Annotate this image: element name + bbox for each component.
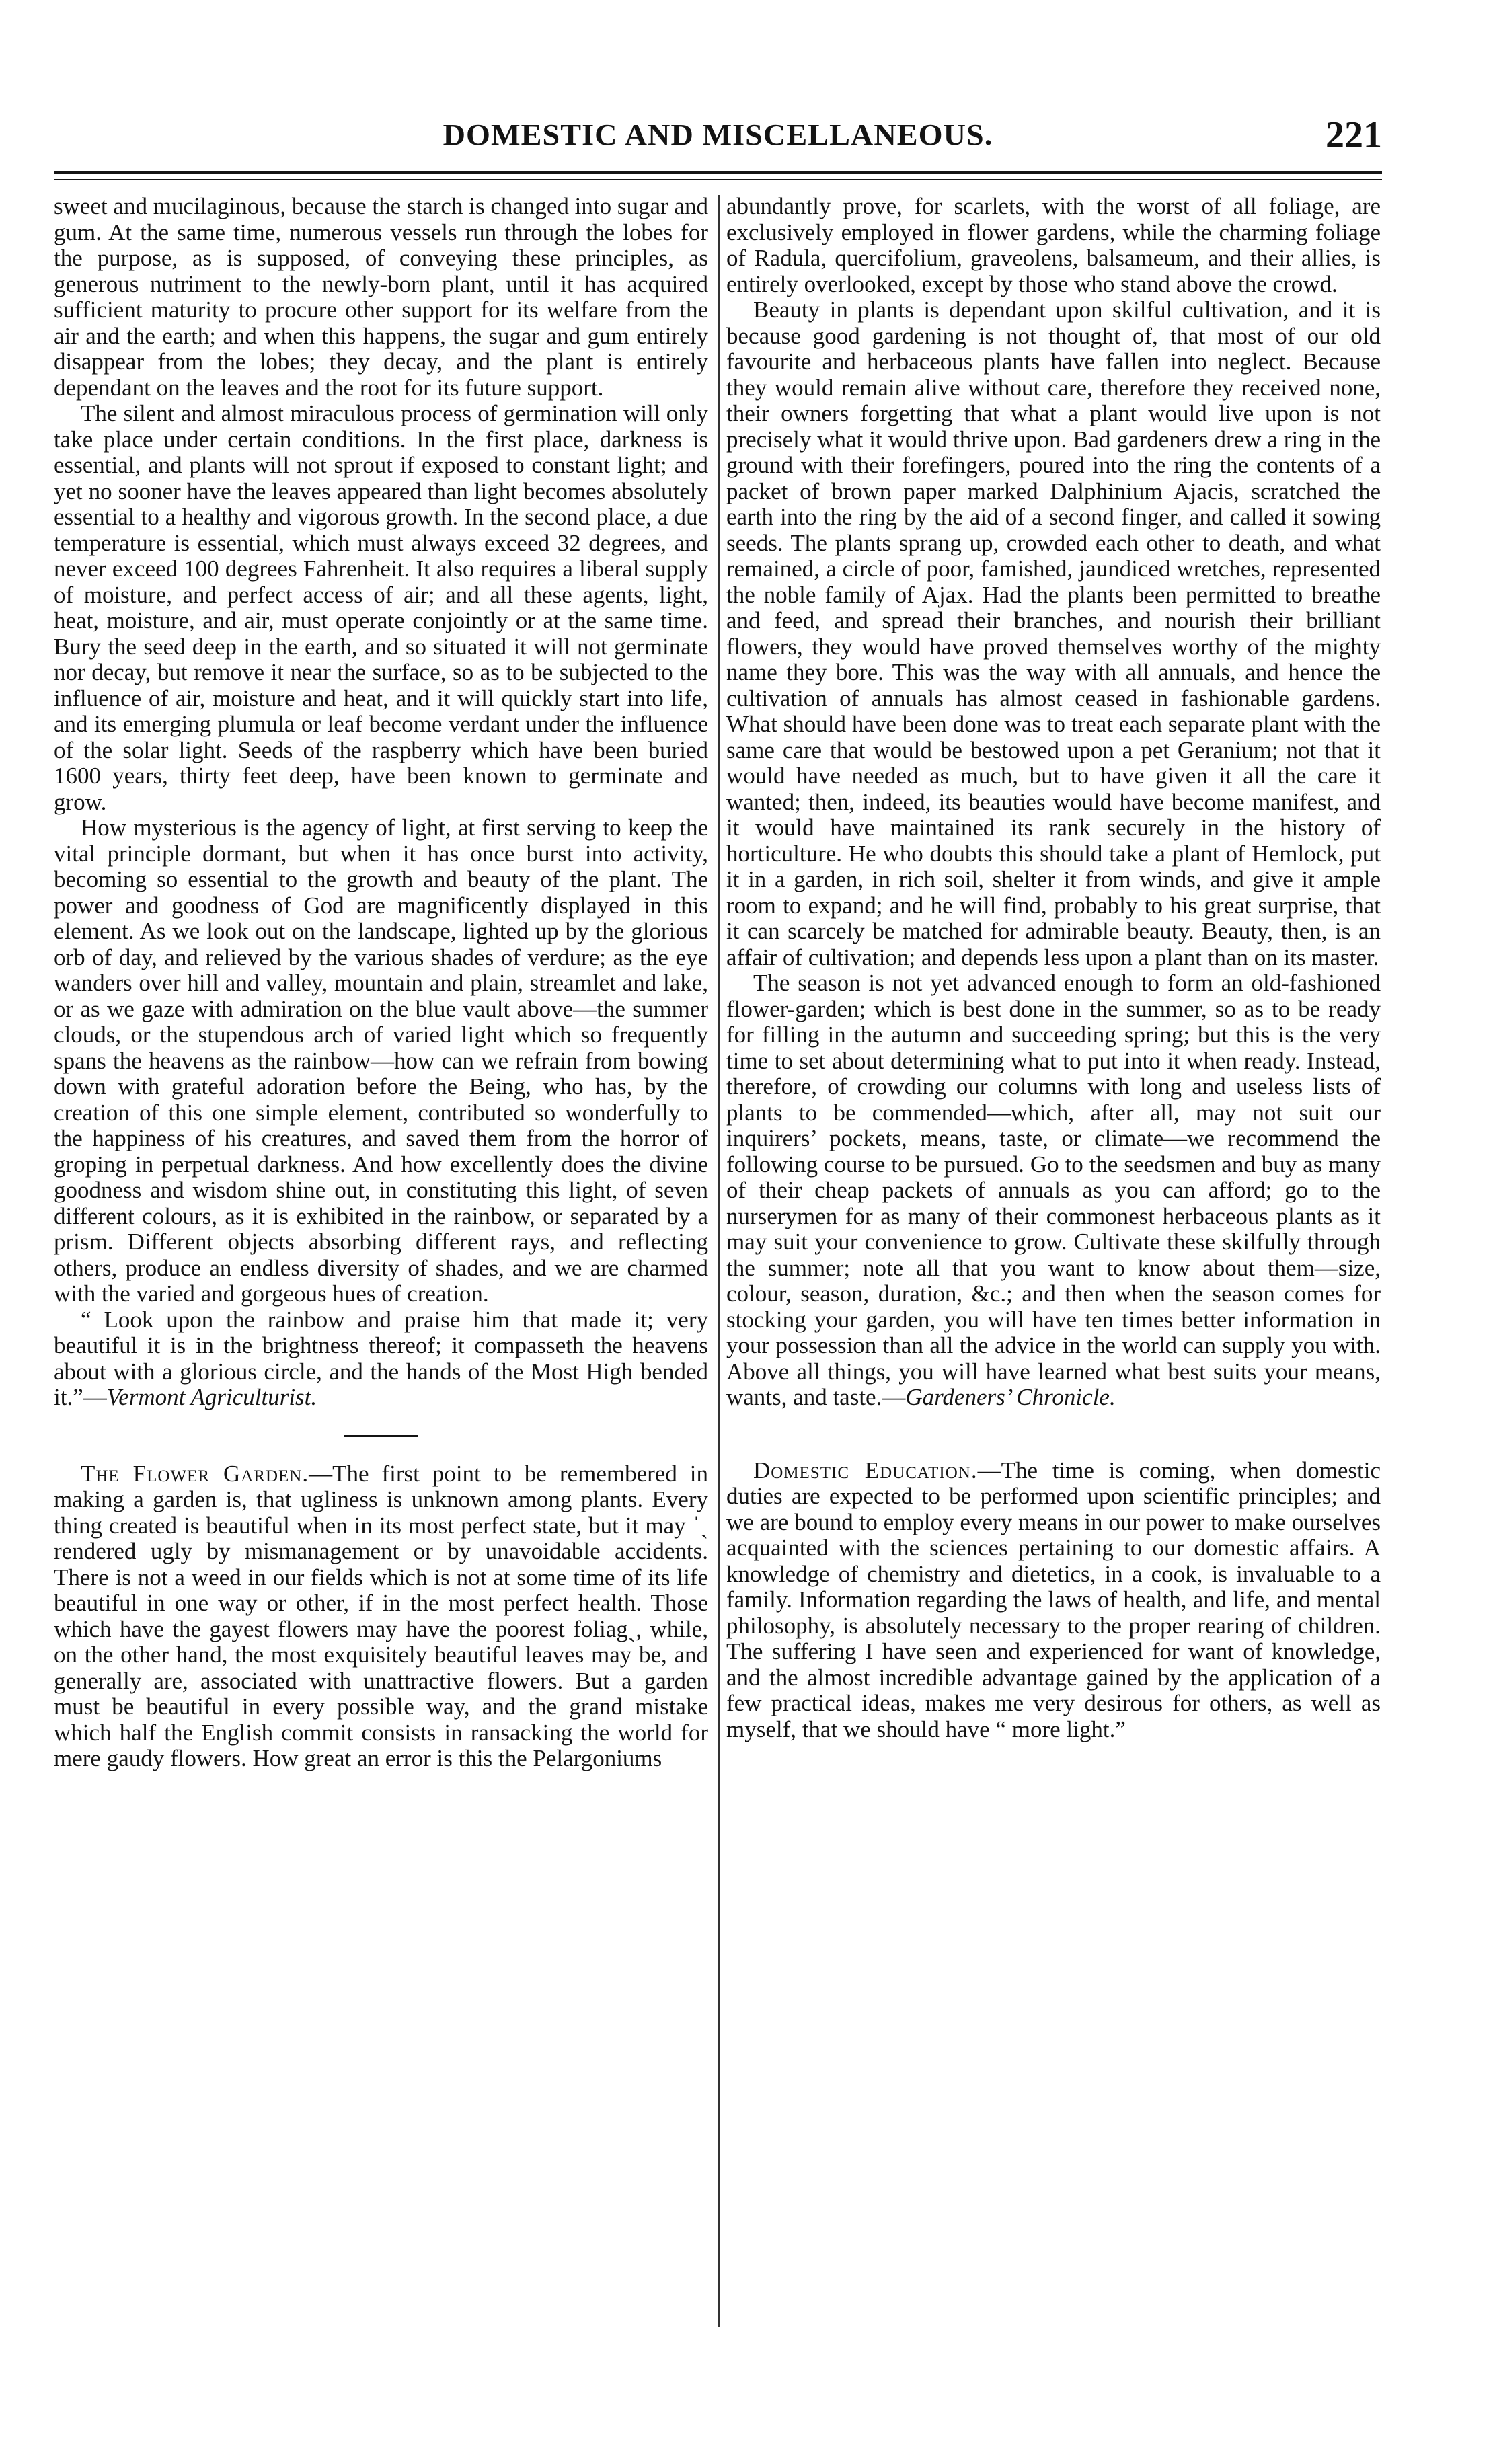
column-divider (718, 195, 720, 2327)
flower-garden-text: —The first point to be remembered in making a garden is, that ugliness is unknown among plants. Every thing created is beautiful when in its most perfect state, but it may ˈˎ rendered ugly by mismanagement or by unavoidable accidents. There is not a weed in our fields which is not at some time of its life beautiful in one way or other, if in the most perfect health. Those which have the gayest flowers may have the poorest foliagˎ, while, on the other hand, the most exquisitely beautiful leaves may be, and generally are, associated with unattractive flowers. But a garden must be beautiful in every possible way, and the grand mistake which half the English commit consists in ransacking the world for mere gaudy flowers. How great an error is this the Pelargoniums (54, 1460, 709, 1771)
paragraph-germination-continued: sweet and mucilaginous, because the starch is changed into sugar and gum. At the same time, numerous vessels run through the lobes for the purpose, as is supposed, of conveying these principles, as generous nutriment to the newly-born plant, until it has acquired sufficient maturity to procure other support for its welfare from the air and the earth; and when this happens, the sugar and gum entirely disappear from the lobes; they decay, and the plant is entirely dependant on the leaves and the root for its future support. (54, 193, 708, 401)
paragraph-beauty-in-plants: Beauty in plants is dependant upon skilful cultivation, and it is because good gardening is not thought of, that most of our old favourite and herbaceous plants have fallen into neglect. Because they would remain alive without care, therefore they received none, their owners forgetting that what a plant would live upon is not precisely what it would thrive upon. Bad gardeners drew a ring in the ground with their forefingers, poured into the ring the contents of a packet of brown paper marked Dalphinium Ajacis, scratched the earth into the ring by the aid of a second finger, and called it sowing seeds. The plants sprang up, crowded each other to death, and what remained, a circle of poor, famished, jaundiced wretches, represented the noble family of Ajax. Had the plants been permitted to breathe and feed, and spread their branches, and nourish their brilliant flowers, they would have proved themselves worthy of the mighty name they bore. This was the way with all annuals, and hence the cultivation of annuals has almost ceased in fashionable gardens. What should have been done was to treat each separate plant with the same care that would be bestowed upon a pet Geranium; not that it would have needed as much, but to have given it all the care it wanted; then, indeed, its beauties would have become manifest, and it would have maintained its rank securely in the history of horticulture. He who doubts this should take a plant of Hemlock, put it in a garden, in rich soil, shelter it from winds, and give it ample room to expand; and he will find, probably to his great surprise, that it can scarcely be matched for admirable beauty. Beauty, then, is an affair of cultivation; and depends less upon a plant than on its master. (726, 297, 1381, 970)
section-divider-left (344, 1435, 418, 1437)
page-number: 221 (1326, 114, 1382, 156)
page-header (54, 114, 1382, 165)
attribution-vermont: Vermont Agriculturist. (106, 1384, 317, 1410)
left-column (54, 194, 708, 1772)
domestic-education-text: —The time is coming, when domestic duties are expected to be performed upon scientific principles; and we are bound to employ every means in our power to make ourselves acquainted with the sciences pertaining to our domestic affairs. A knowledge of chemistry and dietetics, in a cook, is invaluable to a family. Information regarding the laws of health, and life, and mental philosophy, is absolutely necessary to the proper rearing of children. The suffering I have seen and experienced for want of knowledge, and the almost incredible advantage gained by the application of a few practical ideas, makes me very desirous for others, as well as myself, that we should have “ more light.” (726, 1457, 1381, 1742)
right-column (726, 194, 1381, 1742)
section-gap-right (726, 1411, 1381, 1458)
paragraph-agency-of-light: How mysterious is the agency of light, at first serving to keep the vital principle dormant, but when it has once burst into activity, becoming so essential to the growth and beauty of the plant. The power and goodness of God are magnificently displayed in this element. As we look out on the landscape, lighted up by the glorious orb of day, and relieved by the various shades of verdure; as the eye wanders over hill and valley, mountain and plain, streamlet and lake, or as we gaze with admiration on the blue vault above—the summer clouds, or the stupendous arch of varied light which so frequently spans the heavens as the rainbow—how can we refrain from bowing down with grateful adoration before the Being, who has, by the creation of this one simple element, contributed so wonderfully to the happiness of his creatures, and saved them from the horror of groping in perpetual darkness. And how excellently does the divine goodness and wisdom shine out, in constituting this light, of seven different colours, as it is exhibited in the rainbow, or separated by a prism. Different objects absorbing different rays, and reflecting others, produce an endless diversity of shades, and we are charmed with the varied and gorgeous hues of creation. (54, 814, 708, 1307)
paragraph-germination-conditions: The silent and almost miraculous process of germination will only take place under certain conditions. In the first place, darkness is essential, and plants will not sprout if exposed to constant light; and yet no sooner have the leaves appeared than light becomes absolutely essential to a healthy and vigorous growth. In the second place, a due temperature is essential, which must always exceed 32 degrees, and never exceed 100 degrees Fahrenheit. It also requires a liberal supply of moisture, and perfect access of air; and all these agents, light, heat, moisture, and air, must operate conjointly or at the same time. Bury the seed deep in the earth, and so situated it will not germinate nor decay, but remove it near the surface, so as to be subjected to the influence of air, moisture and heat, and it will quickly start into life, and its emerging plumula or leaf become verdant under the influence of the solar light. Seeds of the raspberry which have been buried 1600 years, thirty feet deep, have been known to germinate and grow. (54, 400, 708, 815)
paragraph-rainbow-quote (54, 1307, 708, 1411)
attribution-gardeners-chronicle: Gardeners’ Chronicle. (905, 1384, 1116, 1410)
paragraph-flower-garden (54, 1461, 708, 1772)
rainbow-quote-text: “ Look upon the rainbow and praise him that made it; very beautiful it is in the brightness thereof; it compasseth the heavens about with a glorious circle, and the hands of the Most High bended it.”— (54, 1306, 708, 1410)
header-rule-thin (54, 179, 1382, 180)
paragraph-foliage-continued: abundantly prove, for scarlets, with the worst of all foliage, are exclusively employed in flower gardens, while the charming foliage of Radula, quercifolium, graveolens, balsameum, and their allies, is entirely overlooked, except by those who stand above the crowd. (726, 193, 1381, 297)
season-text: The season is not yet advanced enough to form an old-fashioned flower-garden; which is best done in the summer, so as to be ready for filling in the autumn and succeeding spring; but this is the very time to set about determining what to put into it when ready. Instead, therefore, of crowding our columns with long and useless lists of plants to be commended—which, after all, may not suit our inquirers’ pockets, means, taste, or climate—we recommend the following course to be pursued. Go to the seedsmen and buy as many of their cheap packets of annuals as you can afford; go to the nurserymen for as many of their commonest herbaceous plants as it may suit your convenience to grow. Cultivate these skilfully through the summer; note all that you want to know about them—size, colour, season, duration, &c.; and then when the season comes for stocking your garden, you will have ten times better information in your possession than all the advice in the world can supply you with. Above all things, you will have learned what best suits your means, wants, and taste.— (726, 970, 1381, 1410)
running-title: DOMESTIC AND MISCELLANEOUS. (443, 118, 993, 151)
heading-domestic-education: Domestic Education. (753, 1457, 978, 1484)
header-rule-thick (54, 171, 1382, 174)
paragraph-domestic-education (726, 1458, 1381, 1743)
paragraph-season (726, 970, 1381, 1411)
heading-flower-garden: The Flower Garden. (81, 1460, 309, 1487)
